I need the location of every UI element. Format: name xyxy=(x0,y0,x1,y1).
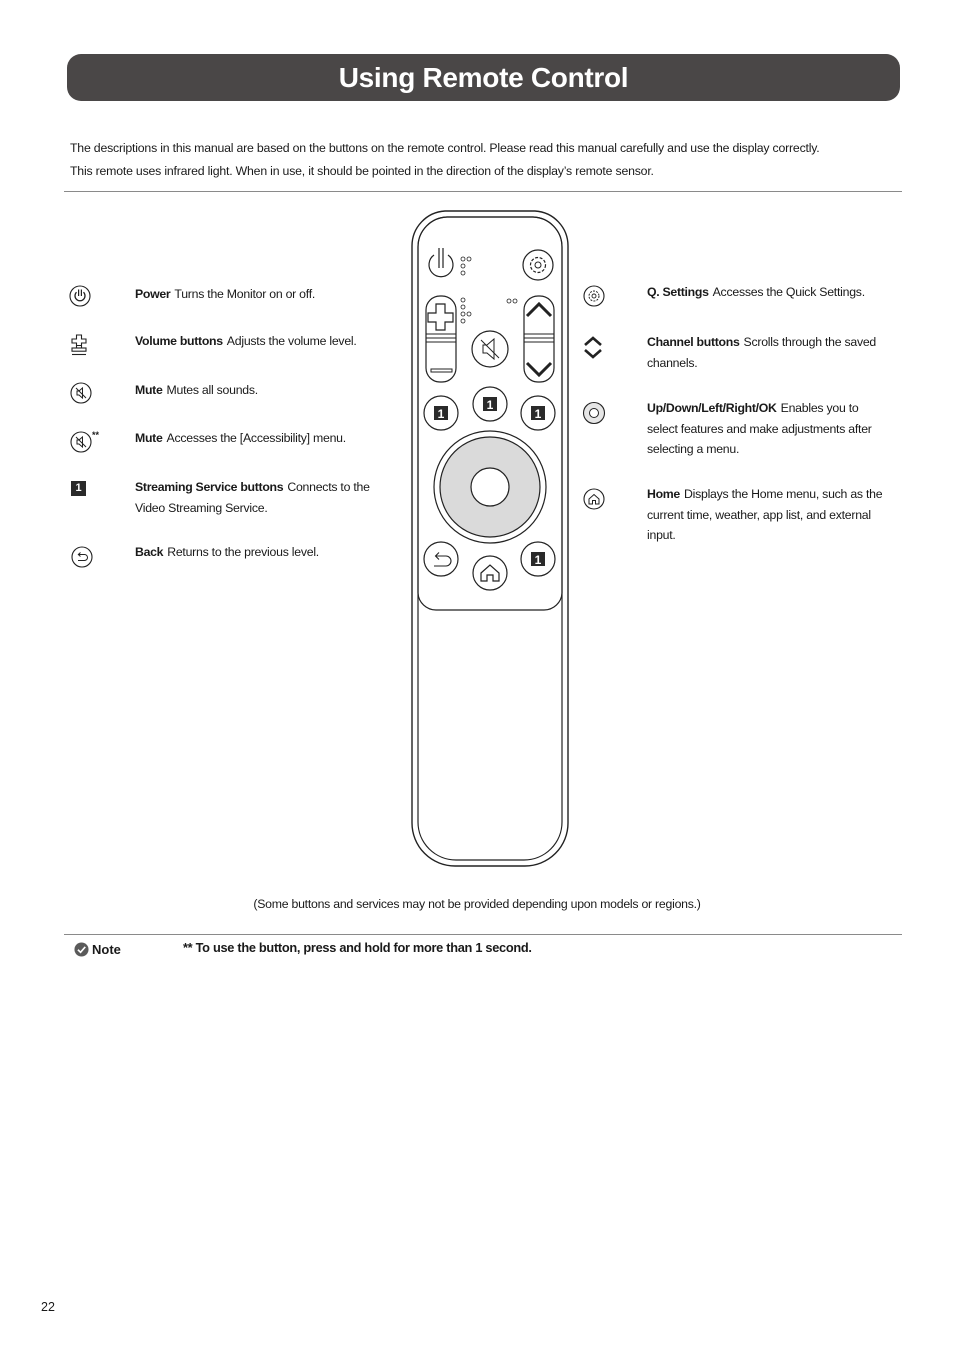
power-item xyxy=(135,284,385,305)
channel-icon xyxy=(581,335,605,359)
title-bar xyxy=(67,54,900,101)
divider-top xyxy=(64,191,902,192)
availability-footnote: (Some buttons and services may not be provided depending upon models or regions.) xyxy=(253,897,701,911)
power-desc: Turns the Monitor on or off. xyxy=(174,287,316,301)
note-check-icon xyxy=(74,942,89,957)
streaming-desc: Connects to the Video Streaming Service. xyxy=(135,480,370,515)
ok-icon xyxy=(582,401,606,425)
streaming-label: Streaming Service buttons xyxy=(135,480,284,494)
note-label xyxy=(74,942,121,957)
volume-desc: Adjusts the volume level. xyxy=(226,334,357,348)
ok-item xyxy=(647,398,892,460)
mute-hold-icon xyxy=(69,430,93,454)
back-icon xyxy=(70,545,94,569)
channel-item xyxy=(647,332,887,373)
remote-illustration xyxy=(405,208,575,873)
volume-label: Volume buttons xyxy=(135,334,223,348)
back-label: Back xyxy=(135,545,164,559)
settings-desc: Accesses the Quick Settings. xyxy=(712,285,865,299)
mute-item xyxy=(135,380,385,401)
svg-text:1: 1 xyxy=(534,407,542,421)
settings-icon xyxy=(582,284,606,308)
channel-desc: Scrolls through the saved channels. xyxy=(647,335,877,370)
mute-desc: Mutes all sounds. xyxy=(166,383,258,397)
intro-line-2: This remote uses infrared light. When in use, it should be pointed in the direction of the display’s remote sensor. xyxy=(70,164,654,178)
mute-icon xyxy=(69,381,93,405)
note-text: ** To use the button, press and hold for more than 1 second. xyxy=(183,940,532,955)
divider-note xyxy=(64,934,902,935)
remote-navigation-wheel xyxy=(434,431,546,543)
remote-streaming-label: 1 xyxy=(437,407,445,421)
settings-label: Q. Settings xyxy=(647,285,709,299)
mute-hold-desc: Accesses the [Accessibility] menu. xyxy=(166,431,346,445)
streaming-item xyxy=(135,477,390,518)
mute-label: Mute xyxy=(135,383,163,397)
home-item xyxy=(647,484,892,546)
home-icon xyxy=(582,487,606,511)
power-label: Power xyxy=(135,287,171,301)
mute-hold-item xyxy=(135,428,385,449)
home-label: Home xyxy=(647,487,680,501)
svg-text:1: 1 xyxy=(486,398,494,412)
back-item xyxy=(135,542,385,563)
ok-label: Up/Down/Left/Right/OK xyxy=(647,401,777,415)
back-desc: Returns to the previous level. xyxy=(167,545,319,559)
page-title: Using Remote Control xyxy=(338,61,629,93)
channel-label: Channel buttons xyxy=(647,335,740,349)
streaming-service-icon: 1 xyxy=(71,481,86,496)
svg-text:1: 1 xyxy=(534,553,542,567)
power-icon xyxy=(68,284,92,308)
intro-line-1: The descriptions in this manual are based on the buttons on the remote control. Please read this manual carefully and use the display correctly. xyxy=(70,141,820,155)
note-label-text: Note xyxy=(92,942,121,957)
home-desc: Displays the Home menu, such as the current time, weather, app list, and external input. xyxy=(647,487,883,542)
mute-hold-label: Mute xyxy=(135,431,163,445)
ok-desc: Enables you to select features and make adjustments after selecting a menu. xyxy=(647,401,872,456)
hold-mark: ** xyxy=(92,430,100,440)
settings-item xyxy=(647,282,887,303)
volume-item xyxy=(135,331,385,352)
page-number: 22 xyxy=(41,1300,55,1314)
volume-icon xyxy=(67,333,91,357)
intro-text xyxy=(70,137,890,183)
